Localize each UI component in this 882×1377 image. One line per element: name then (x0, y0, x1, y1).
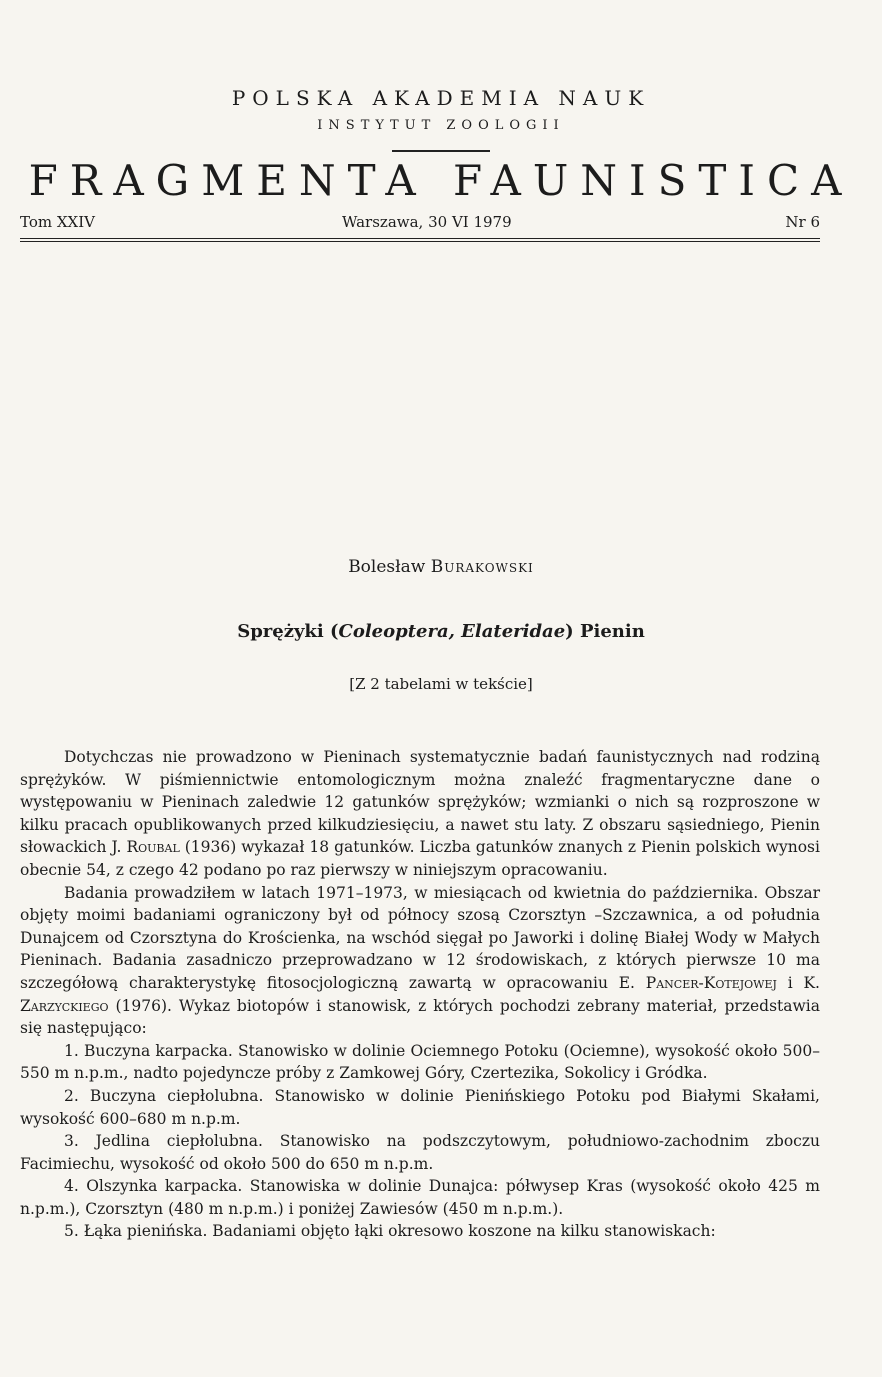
academy-name: POLSKA AKADEMIA NAUK (231, 86, 651, 110)
institute-name: INSTYTUT ZOOLOGII (317, 118, 565, 133)
article-body (20, 746, 820, 1243)
paragraph-intro-text: Dotychczas nie prowadzono w Pieninach systematycznie badań faunistycznych nad rodziną sprężyków. W piśmiennictwie entomologicznym można znaleźć fragmentaryczne dane o występowaniu w Pieninach zaledwie 12 gatunków sprężyków; wzmianki o nich są rozproszone w kilku pracach opublikowanych przed kilkudziesięciu, a nawet stu laty. Z obszaru sąsiedniego, Pienin słowackich J. (20, 748, 820, 857)
journal-title: FRAGMENTA FAUNISTICA (28, 156, 854, 205)
paragraph-methods-rest: (1976). Wykaz biotopów i stanowisk, z których pochodzi zebrany materiał, przedstawia się następująco: (20, 996, 820, 1038)
article-title (0, 621, 882, 642)
paragraph-intro (20, 746, 820, 882)
tables-note: [Z 2 tabelami w tekście] (349, 675, 533, 693)
title-end: ) Pienin (565, 621, 645, 642)
biotope-item-1: 1. Buczyna karpacka. Stanowisko w dolinie Ociemnego Potoku (Ociemne), wysokość około 500–550 m n.p.m., nadto pojedyncze próby z Zamkowej Góry, Czertezika, Sokolicy i Gródka. (20, 1041, 820, 1083)
volume-label: Tom XXIV (20, 213, 95, 231)
biotope-item-2: 2. Buczyna ciepłolubna. Stanowisko w dolinie Pienińskiego Potoku pod Białymi Skałami, wysokość 600–680 m n.p.m. (20, 1086, 820, 1128)
title-start: Sprężyki ( (237, 621, 339, 642)
masthead-rule-bottom (20, 241, 820, 242)
issue-date: Warszawa, 30 VI 1979 (342, 213, 512, 231)
title-taxon: Coleoptera, Elateridae (338, 621, 566, 642)
cited-author-roubal: Roubal (126, 838, 180, 857)
issue-number: Nr 6 (785, 213, 820, 231)
cited-author-pancer: Pancer-Kotejowej (645, 973, 777, 992)
masthead-rule-top (20, 238, 820, 239)
paragraph-methods-text: Badania prowadziłem w latach 1971–1973, w miesiącach od kwietnia do października. Obszar objęty moimi badaniami ograniczony był od północy szosą Czorsztyn –Szczawnica, a od południa Dunajcem od Czorsztyna do Krościenka, na wschód sięgał po Jaworki i dolinę Białej Wody w Małych Pieninach. Badania zasadniczo przeprowadzano w 12 środowiskach, z których pierwsze 10 ma szczegółową charakterystykę fitosocjologiczną zawartą w opracowaniu E. (20, 883, 820, 992)
paragraph-intro-rest: (1936) wykazał 18 gatunków. Liczba gatunków znanych z Pienin polskich wynosi obecnie 54, z czego 42 podano po raz pierwszy w niniejszym opracowaniu. (20, 838, 820, 879)
paragraph-methods-mid: i K. (787, 973, 820, 992)
article-author (0, 557, 882, 577)
cited-author-zarzycki: Zarzyckiego (20, 996, 109, 1015)
header-divider (392, 150, 490, 152)
biotope-item-3: 3. Jedlina ciepłolubna. Stanowisko na podszczytowym, południowo-zachodnim zboczu Facimiechu, wysokość od około 500 do 650 m n.p.m. (20, 1132, 820, 1173)
biotope-item-5: 5. Łąka pienińska. Badaniami objęto łąki okresowo koszone na kilku stanowiskach: (64, 1222, 716, 1241)
paragraph-methods (20, 882, 820, 1040)
author-last-name: Burakowski (430, 557, 534, 577)
author-first-name: Bolesław (348, 557, 426, 577)
biotope-item-4: 4. Olszynka karpacka. Stanowiska w dolinie Dunajca: półwysep Kras (wysokość około 425 m n.p.m.), Czorsztyn (480 m n.p.m.) i poniżej Zawiesów (450 m n.p.m.). (20, 1177, 820, 1218)
